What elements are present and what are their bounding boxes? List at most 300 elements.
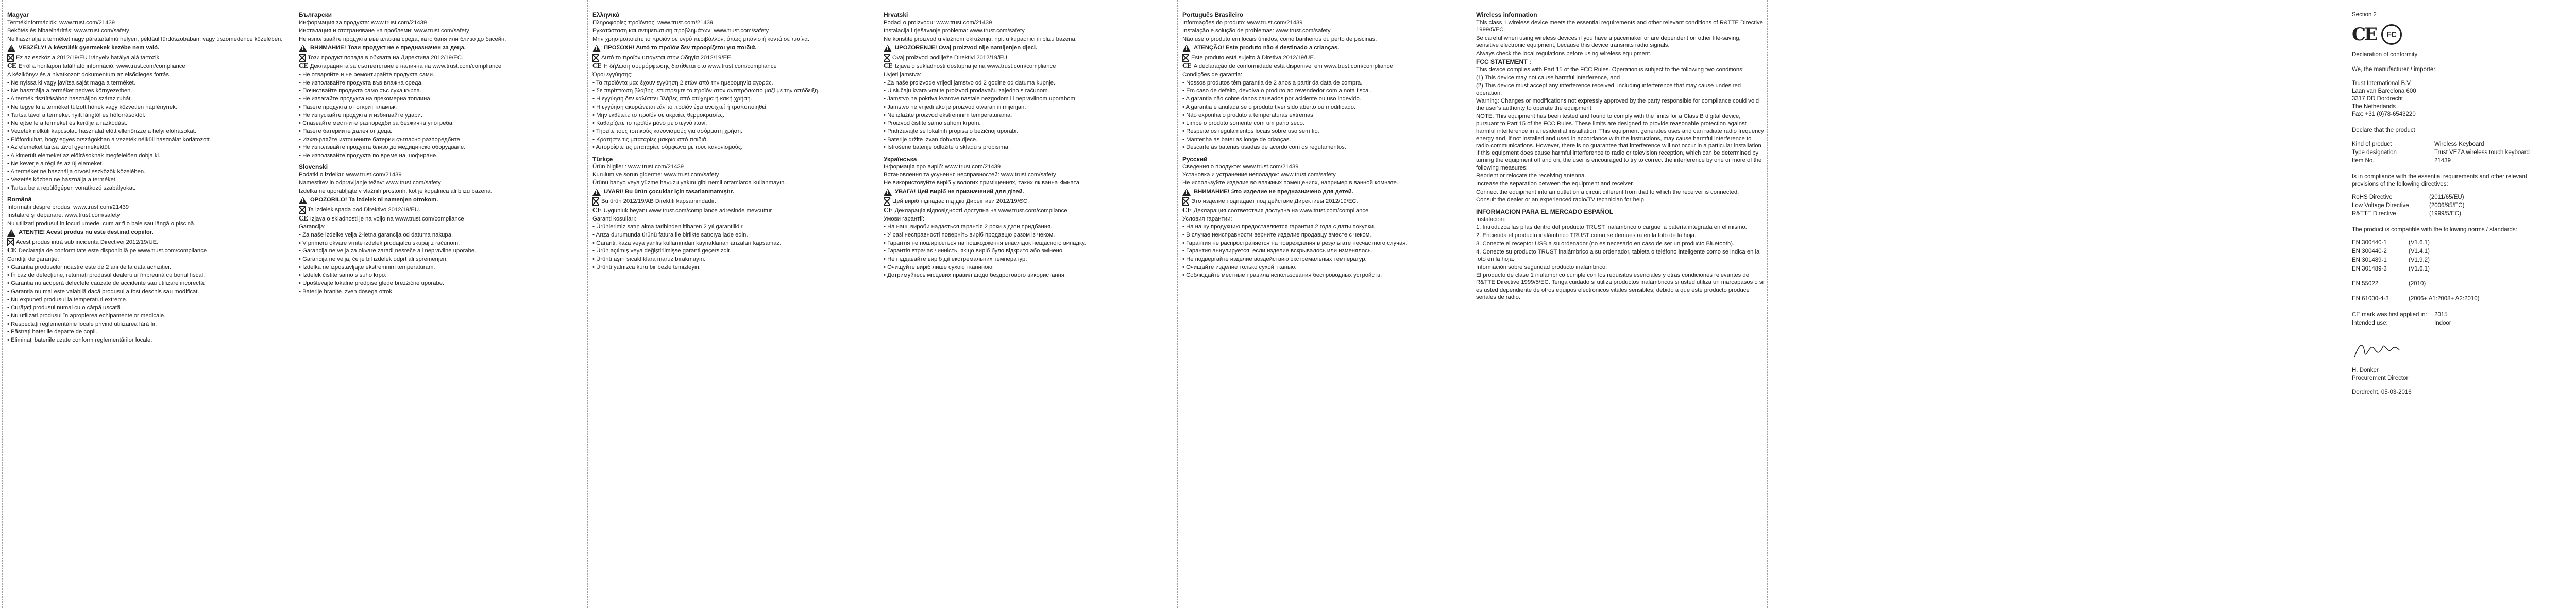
list-item: • Гарантія не поширюється на пошкодження внаслідок нещасного випадку. (884, 240, 1086, 246)
paragraph: Bekötés és hibaelhárítás: www.trust.com/safety (7, 27, 129, 34)
ce-mark-icon: CE (299, 62, 308, 70)
list-item: A kézikönyv és a hivatkozott dokumentum az elsődleges forrás. (7, 72, 171, 78)
column-5 (1182, 11, 1471, 594)
paragraph: Встановлення та усунення несправностей: www.trust.com/safety (884, 172, 1056, 178)
list-item: • Καθαρίζετε το προϊόν μόνο με στεγνό πανί. (592, 120, 707, 127)
paragraph: Не використовуйте виріб у вологих приміщеннях, таких як ванна кімната. (884, 180, 1081, 187)
warning-triangle-icon (1182, 45, 1191, 52)
paragraph: 2. Encienda el producto inalámbrico TRUST como se demuestra en la foto de la hoja. (1476, 232, 1697, 239)
section-title: Українська (884, 155, 917, 163)
ce-row (1182, 207, 1471, 214)
logo-row (2352, 24, 2548, 45)
paragraph: Ne használja a terméket nagy páratartalmú helyen, például fürdőszobában, vagy úszómedence közelében. (7, 36, 283, 42)
ce-mark-icon: CE (299, 214, 308, 222)
disposal-text: Это изделие подпадает под действие Директивы 2012/19/ЕС. (1191, 198, 1358, 205)
manufacturer-intro: We, the manufacturer / importer, (2352, 66, 2437, 73)
disposal-row (884, 54, 1172, 62)
list-item: • Не използвайте продукта във влажна среда. (299, 79, 423, 86)
list-item: • În caz de defecțiune, returnați produsul dealerului împreună cu bonul fiscal. (7, 272, 205, 279)
standard-row-value: (2010) (2409, 281, 2426, 287)
section-title: Türkçe (592, 155, 613, 163)
paragraph: Izdelka ne uporabljajte v vlažnih prostorih, kot je kopalnica ali blizu bazena. (299, 188, 493, 194)
address-line: 3317 DD Dordrecht (2352, 96, 2403, 102)
standard-row-key: EN 300440-1 (2352, 240, 2387, 246)
section-title: Português Brasileiro (1182, 11, 1244, 19)
directive-row-value: (1999/5/EC) (2429, 211, 2462, 217)
declare-line: Declare that the product (2352, 127, 2415, 133)
list-item: • Ne használja a terméket nedves környezetben. (7, 88, 132, 94)
crossed-bin-icon (592, 54, 599, 62)
ce-text: Izjava o skladnosti je na voljo na www.trust.com/compliance (310, 215, 464, 222)
list-item: • Garanția nu acoperă defectele cauzate de accidente sau utilizare incorectă. (7, 280, 206, 287)
section-title: Wireless information (1476, 11, 1537, 19)
list-item: • Izdelka ne izpostavljajte ekstremnim temperaturam. (299, 264, 435, 271)
disposal-text: Цей виріб підпадає під дію Директиви 2012/19/ЄС. (892, 198, 1029, 205)
list-item: • Em caso de defeito, devolva o produto ao revendedor com a nota fiscal. (1182, 88, 1371, 94)
list-item: • Eliminați bateriile uzate conform reglementărilor locale. (7, 337, 152, 344)
standard-row (2352, 274, 2548, 279)
warning-triangle-icon (592, 45, 601, 52)
ce-mark-icon: CE (1182, 206, 1191, 214)
warning-row (592, 44, 878, 52)
paragraph: Instalacija i rješavanje problema: www.trust.com/safety (884, 27, 1025, 34)
warning-text: ВНИМАНИЕ! Это изделие не предназначено для детей. (1194, 189, 1353, 195)
warning-triangle-icon (592, 189, 601, 196)
paragraph: Podaci o proizvodu: www.trust.com/21439 (884, 20, 992, 26)
product-row-value: Wireless Keyboard (2434, 141, 2484, 147)
product-row-value: Trust VEZA wireless touch keyboard (2434, 149, 2530, 156)
list-item: • Μην εκθέτετε το προϊόν σε ακραίες θερμοκρασίες. (592, 112, 725, 119)
signer-role: Procurement Director (2352, 375, 2409, 381)
paragraph: Інформація про виріб: www.trust.com/21439 (884, 163, 1001, 170)
list-item: • Изхвърляйте изтощените батерии съгласно разпоредбите. (299, 136, 462, 143)
directive-row-value: (2011/65/EU) (2429, 194, 2464, 200)
warning-row (299, 44, 585, 52)
ce-row (7, 62, 293, 70)
warning-triangle-icon (7, 45, 15, 52)
paragraph: Instalação e solução de problemas: www.trust.com/safety (1182, 27, 1331, 34)
list-item: Condiții de garanție: (7, 256, 59, 263)
list-item: • A garantia não cobre danos causados por acidente ou uso indevido. (1182, 96, 1361, 103)
address-line: The Netherlands (2352, 104, 2396, 110)
paragraph: 3. Conecte el receptor USB a su ordenador (no es necesario en caso de ser un producto Bluetooth). (1476, 240, 1735, 247)
list-item: • Ürünü aşırı sıcaklıklara maruz bırakmayın. (592, 256, 706, 263)
column-1 (7, 11, 293, 594)
list-item: • Za naše izdelke velja 2-letna garancija od datuma nakupa. (299, 231, 453, 238)
crossed-bin-icon (299, 54, 306, 62)
section-title: Magyar (7, 11, 29, 19)
list-item: • A terméket ne használja orvosi eszközök közelében. (7, 168, 146, 175)
warning-row (1182, 188, 1471, 196)
list-item: • Upoštevajte lokalne predpise glede brezžične uporabe. (299, 280, 445, 287)
ce-applied-row-key: Intended use: (2352, 320, 2388, 326)
product-row-key: Type designation (2352, 149, 2397, 156)
list-item: • Ürünlerimiz satın alma tarihinden itibaren 2 yıl garantilidir. (592, 224, 744, 230)
list-item: • Не използвайте продукта по време на шофиране. (299, 153, 438, 159)
list-item: • U slučaju kvara vratite proizvod prodavaču zajedno s računom. (884, 88, 1049, 94)
language-section (884, 156, 1172, 279)
ce-applied-row-value: 2015 (2434, 312, 2448, 318)
product-row-key: Kind of product (2352, 141, 2392, 147)
product-row (2352, 141, 2548, 148)
list-item: • Ne tegye ki a terméket túlzott hőnek vagy közvetlen napfénynek. (7, 104, 177, 110)
list-item: • Не піддавайте виріб дії екстремальних температур. (884, 256, 1027, 263)
address-line: Fax: +31 (0)78-6543220 (2352, 111, 2416, 117)
list-item: NOTE: This equipment has been tested and found to comply with the limits for a Class B digital device, pursuant to Part 15 of the FCC Rules. These limits are designed to provide reasonable protection against harmful interference in a residential installation. This equipment generates uses and can radiate radio frequency energy and, if not installed and used in accordance with the instructions, may cause harmful interference to radio communications. However, there is no guarantee that interference will not occur in a particular installation. If this equipment does cause harmful interference to radio or television reception, which can be determined by turning the equipment off and on, the user is encouraged to try to correct the interference by one or more of the following measures: (1476, 113, 1764, 171)
list-item: • Η εγγύηση δεν καλύπτει βλάβες από ατύχημα ή κακή χρήση. (592, 96, 752, 103)
signature-icon (2352, 337, 2401, 362)
list-item: • Tartsa távol a terméket nyílt lángtól és hőforrásoktól. (7, 112, 146, 119)
paragraph: Nu utilizați produsul în locuri umede, cum ar fi o baie sau lângă o piscină. (7, 220, 196, 227)
paragraph: This class 1 wireless device meets the essential requirements and other relevant conditions of R&TTE Directive 1999/5/EC. (1476, 20, 1763, 33)
list-item: • Limpe o produto somente com um pano seco. (1182, 120, 1304, 127)
list-item: • Za naše proizvode vrijedi jamstvo od 2 godine od datuma kupnje. (884, 79, 1056, 86)
warning-row (592, 188, 878, 196)
list-item: • Mantenha as baterias longe de crianças. (1182, 136, 1291, 143)
ce-mark-icon: CE (884, 62, 892, 70)
list-item: • A kimerült elemeket az előírásoknak megfelelően dobja ki. (7, 153, 161, 159)
list-item: Reorient or relocate the receiving antenna. (1476, 173, 1586, 179)
list-item: • Σε περίπτωση βλάβης, επιστρέψτε το προϊόν στον αντιπρόσωπο μαζί με την απόδειξη. (592, 88, 820, 94)
directive-row (2352, 194, 2548, 201)
list-item: • Garanția nu mai este valabilă dacă produsul a fost deschis sau modificat. (7, 288, 199, 295)
list-item: • Descarte as baterias usadas de acordo com os regulamentos. (1182, 144, 1346, 151)
column-3 (592, 11, 878, 594)
warning-text: ATENÇÃO! Este produto não é destinado a crianças. (1194, 44, 1340, 51)
disposal-row (299, 206, 585, 214)
list-item: This device complies with Part 15 of the FCC Rules. Operation is subject to the following two conditions: (1476, 66, 1744, 73)
list-item: Increase the separation between the equipment and receiver. (1476, 180, 1634, 187)
list-item: • Гарантия аннулируется, если изделие вскрывалось или изменялось. (1182, 248, 1372, 255)
standard-row-value: (2006+ A1:2008+ A2:2010) (2409, 296, 2480, 302)
language-section (299, 11, 585, 159)
list-item: • Proizvod čistite samo suhom krpom. (884, 120, 981, 127)
disposal-row (592, 54, 878, 62)
crossed-bin-icon (884, 54, 890, 62)
disposal-text: Bu ürün 2012/19/AB Direktifi kapsamındadır. (601, 198, 716, 205)
column-6 (1476, 11, 1765, 594)
list-item: • Очищуйте виріб лише сухою тканиною. (884, 264, 994, 271)
list-item: • Baterije držite izvan dohvata djece. (884, 136, 978, 143)
disposal-row (7, 54, 293, 62)
ce-text: Η δήλωση συμμόρφωσης διατίθεται στο www.trust.com/compliance (603, 63, 777, 70)
paragraph: Ürün bilgileri: www.trust.com/21439 (592, 163, 684, 170)
crossed-bin-icon (7, 54, 14, 62)
crossed-bin-icon (592, 197, 599, 206)
list-item: • Garancija ne velja, če je bil izdelek odprt ali spremenjen. (299, 256, 448, 263)
ce-row (884, 62, 1172, 70)
section-label: Section 2 (2352, 12, 2377, 18)
paragraph: Εγκατάσταση και αντιμετώπιση προβλημάτων: www.trust.com/safety (592, 27, 769, 34)
conformity-statement: Is in compliance with the essential requirements and other relevant provisions of the following directives: (2352, 174, 2528, 188)
crossed-bin-icon (1182, 197, 1189, 206)
declaration-title: Declaration of conformity (2352, 52, 2418, 58)
warning-text: ATENȚIE! Acest produs nu este destinat copiilor. (19, 229, 154, 235)
paragraph: Termékinformációk: www.trust.com/21439 (7, 20, 115, 26)
product-row (2352, 149, 2548, 157)
paragraph: Namestitev in odpravljanje težav: www.trust.com/safety (299, 180, 441, 187)
standard-row-value: (V1.6.1) (2409, 266, 2430, 272)
warning-text: УВАГА! Цей виріб не призначений для дітей. (895, 189, 1024, 195)
paragraph: Μην χρησιμοποιείτε το προϊόν σε υγρό περιβάλλον, όπως μπάνιο ή κοντά σε πισίνα. (592, 36, 810, 42)
list-item: • Почиствайте продукта само със суха кърпа. (299, 88, 422, 94)
language-section (1476, 208, 1765, 301)
standard-row (2352, 257, 2548, 264)
fold-line (1177, 0, 1178, 608)
list-item: • Соблюдайте местные правила использования беспроводных устройств. (1182, 272, 1382, 279)
list-item: Uvjeti jamstva: (884, 72, 922, 78)
crossed-bin-icon (884, 197, 890, 206)
list-item: • A garantia é anulada se o produto tiver sido aberto ou modificado. (1182, 104, 1356, 110)
ce-mark-icon: CE (884, 206, 892, 214)
column-2 (299, 11, 585, 594)
standard-row-key (2352, 289, 2409, 294)
directive-row (2352, 202, 2548, 210)
ce-text: A declaração de conformidade está disponível em www.trust.com/compliance (1193, 63, 1393, 70)
disposal-text: Acest produs intră sub incidența Directivei 2012/19/UE. (16, 239, 159, 245)
standard-row-key: EN 301489-3 (2352, 266, 2387, 272)
address-line: Trust International B.V. (2352, 80, 2412, 87)
list-item: Warning: Changes or modifications not expressly approved by the party responsible for compliance could void the user's authority to operate the equipment. (1476, 98, 1759, 112)
ce-text: Declarația de conformitate este disponibilă pe www.trust.com/compliance (18, 248, 207, 255)
fold-line (587, 0, 588, 608)
disposal-text: Este produto está sujeito à Diretiva 2012/19/UE. (1191, 54, 1316, 61)
list-item: • Ne ejtse le a terméket és kerülje a rázkódást. (7, 120, 128, 127)
standard-row-key (2352, 274, 2409, 279)
list-item: • Não exponha o produto a temperaturas extremas. (1182, 112, 1315, 119)
paragraph: Πληροφορίες προϊόντος: www.trust.com/21439 (592, 20, 714, 26)
directives-list (2352, 194, 2548, 218)
list-item: Условия гарантии: (1182, 215, 1232, 222)
list-item: • Дотримуйтесь місцевих правил щодо бездротового використання. (884, 272, 1066, 279)
directive-row-key: RoHS Directive (2352, 194, 2393, 200)
paragraph: Podatki o izdelku: www.trust.com/21439 (299, 172, 402, 178)
section-title: Ελληνικά (592, 11, 620, 19)
list-item: • Jamstvo ne pokriva kvarove nastale nezgodom ili nepravilnom uporabom. (884, 96, 1077, 103)
section-title: Hrvatski (884, 11, 908, 19)
list-item: • Respectați reglementările locale privind utilizarea fără fir. (7, 320, 157, 327)
standards-intro: The product is compatible with the following norms / standards: (2352, 227, 2517, 233)
warning-row (299, 196, 585, 204)
list-item: • На наші вироби надається гарантія 2 роки з дати придбання. (884, 224, 1053, 230)
ce-mark-icon: CE (592, 62, 601, 70)
list-item: • Jamstvo ne vrijedi ako je proizvod otvaran ili mijenjan. (884, 104, 1026, 110)
paragraph: Informações do produto: www.trust.com/21439 (1182, 20, 1303, 26)
language-section (1182, 156, 1471, 279)
list-item: • A termék tisztításához használjon száraz ruhát. (7, 96, 132, 103)
list-item: • Очищайте изделие только сухой тканью. (1182, 264, 1297, 271)
directive-row-key: Low Voltage Directive (2352, 202, 2409, 209)
ce-text: Декларація відповідності доступна на www.trust.com/compliance (894, 207, 1067, 214)
warning-triangle-icon (884, 45, 892, 52)
list-item: • Τηρείτε τους τοπικούς κανονισμούς για ασύρματη χρήση. (592, 128, 743, 134)
list-item: • Garancija ne velja za okvare zaradi nesreče ali nepravilne uporabe. (299, 248, 477, 255)
list-item: (2) This device must accept any interference received, including interference that may cause undesired operation. (1476, 82, 1741, 96)
list-item: • Пазете батериите далеч от деца. (299, 128, 393, 134)
ce-row (299, 62, 585, 70)
fcc-heading: FCC STATEMENT : (1476, 58, 1531, 65)
standard-row (2352, 265, 2548, 273)
list-item: • Păstrați bateriile departe de copii. (7, 329, 97, 335)
disposal-text: Този продукт попада в обхвата на Директива 2012/19/ЕС. (308, 54, 464, 61)
standard-row-value: (V1.6.1) (2409, 240, 2430, 246)
list-item: • Ne nyissa ki vagy javítsa saját maga a terméket. (7, 79, 135, 86)
list-item: • Απορρίψτε τις μπαταρίες σύμφωνα με τους κανονισμούς. (592, 144, 743, 151)
signer-name: H. Donker (2352, 367, 2379, 374)
paragraph: Инсталация и отстраняване на проблеми: www.trust.com/safety (299, 27, 469, 34)
list-item: • В случае неисправности верните изделие продавцу вместе с чеком. (1182, 231, 1371, 238)
warning-text: UPOZORENJE! Ovaj proizvod nije namijenjen djeci. (895, 44, 1038, 51)
address-line: Laan van Barcelona 600 (2352, 88, 2416, 94)
ce-applied-row-key: CE mark was first applied in: (2352, 312, 2427, 318)
paragraph: Не используйте изделие во влажных помещениях, например в ванной комнате. (1182, 180, 1398, 187)
list-item: • Curățați produsul numai cu o cârpă uscată. (7, 305, 122, 311)
list-item: • Arıza durumunda ürünü fatura ile birlikte satıcıya iade edin. (592, 231, 748, 238)
disposal-row (299, 54, 585, 62)
standard-row-key: EN 61000-4-3 (2352, 296, 2389, 302)
list-item: • Η εγγύηση ακυρώνεται εάν το προϊόν έχει ανοιχτεί ή τροποποιηθεί. (592, 104, 768, 110)
list-item: (1) This device may not cause harmful interference, and (1476, 74, 1620, 81)
list-item: • Не подвергайте изделие воздействию экстремальных температур. (1182, 256, 1367, 263)
crossed-bin-icon (299, 206, 306, 214)
section-title: Română (7, 196, 32, 204)
product-row-value: 21439 (2434, 158, 2451, 164)
column-4 (884, 11, 1172, 594)
language-section (1182, 11, 1471, 151)
ce-applied-row (2352, 319, 2548, 327)
disposal-text: Ez az eszköz a 2012/19/EU irányelv hatálya alá tartozik. (16, 54, 161, 61)
warning-text: UYARI! Bu ürün çocuklar için tasarlanmamıştır. (604, 189, 734, 195)
warning-triangle-icon (7, 229, 15, 237)
ce-mark-icon: CE (2352, 24, 2376, 45)
list-item: • Κρατήστε τις μπαταρίες μακριά από παιδιά. (592, 136, 708, 143)
list-item: • Nu expuneți produsul la temperaturi extreme. (7, 296, 128, 303)
disposal-row (884, 197, 1172, 206)
disposal-text: Αυτό το προϊόν υπάγεται στην Οδηγία 2012/19/ΕΕ. (601, 54, 733, 61)
product-row (2352, 157, 2548, 165)
list-item: • Nossos produtos têm garantia de 2 anos a partir da data de compra. (1182, 79, 1363, 86)
standard-row (2352, 289, 2548, 294)
ce-mark-icon: CE (7, 62, 16, 70)
list-item: Όροι εγγύησης: (592, 72, 633, 78)
ce-mark-icon: CE (592, 206, 601, 214)
list-item: • Tartsa be a repülőgépen vonatkozó szabályokat. (7, 184, 136, 191)
disposal-text: Ta izdelek spada pod Direktivo 2012/19/EU. (308, 207, 421, 213)
directive-row (2352, 210, 2548, 218)
disposal-row (7, 238, 293, 246)
ce-row (592, 62, 878, 70)
fcc-logo-icon: FC (2381, 24, 2402, 45)
standard-row-key: EN 55022 (2352, 281, 2379, 287)
paragraph: 4. Conecte su producto TRUST inalámbrico a su ordenador, tableta o teléfono inteligente como se indica en la foto en la hoja. (1476, 248, 1760, 262)
section-title: Български (299, 11, 332, 19)
paragraph: 1. Introduzca las pilas dentro del producto TRUST inalámbrico o cargue la batería integrada en el mismo. (1476, 224, 1747, 231)
list-item: • Не изпускайте продукта и избягвайте удари. (299, 112, 423, 119)
ce-text: Декларация соответствия доступна на www.trust.com/compliance (1193, 207, 1369, 214)
ce-applied-row-value: Indoor (2434, 320, 2451, 326)
warning-triangle-icon (884, 189, 892, 196)
paragraph: Не използвайте продукта във влажна среда, като баня или близо до басейн. (299, 36, 506, 42)
list-item: • Vezetés közben ne használja a terméket. (7, 177, 117, 183)
disposal-text: Ovaj proizvod podliježe Direktivi 2012/19/EU. (892, 54, 1009, 61)
warning-row (884, 188, 1172, 196)
crossed-bin-icon (7, 238, 14, 246)
list-item: • Ne keverje a régi és az új elemeket. (7, 160, 104, 167)
list-item: • Nu utilizați produsul în apropierea echipamentelor medicale. (7, 313, 166, 319)
language-section (884, 11, 1172, 151)
product-details (2352, 141, 2548, 165)
warning-row (7, 229, 293, 237)
paragraph: Información sobre seguridad producto inalámbrico: (1476, 264, 1607, 271)
list-item: Connect the equipment into an outlet on a circuit different from that to which the receiver is connected. (1476, 189, 1739, 195)
standard-row (2352, 295, 2548, 303)
ce-row (7, 247, 293, 255)
list-item: • Не излагайте продукта на прекомерна топлина. (299, 96, 432, 103)
list-item: Garanti koşulları: (592, 215, 637, 222)
disposal-row (1182, 54, 1471, 62)
list-item: Condições de garantia: (1182, 72, 1243, 78)
ce-row (592, 207, 878, 214)
warning-text: ВНИМАНИЕ! Този продукт не е предназначен за деца. (310, 44, 466, 51)
paragraph: Be careful when using wireless devices if you have a pacemaker or are dependent on other life-saving, sensitive electronic equipment, because this device transmits radio signals. (1476, 35, 1741, 49)
list-item: • Baterije hranite izven dosega otrok. (299, 288, 394, 295)
standard-row-key: EN 301489-1 (2352, 257, 2387, 263)
list-item: • V primeru okvare vrnite izdelek prodajalcu skupaj z računom. (299, 240, 460, 246)
language-section (592, 156, 878, 271)
warning-text: VESZÉLY! A készülék gyermekek kezébe nem való. (19, 44, 160, 51)
language-section (299, 163, 585, 295)
list-item: • Ürünü yalnızca kuru bir bezle temizleyin. (592, 264, 701, 271)
list-item: • Спазвайте местните разпоредби за безжична употреба. (299, 120, 454, 127)
ce-row (299, 215, 585, 223)
standard-row-value: (V1.4.1) (2409, 248, 2430, 255)
paragraph: Instalare și depanare: www.trust.com/safety (7, 212, 120, 218)
ce-text: Декларацията за съответствие е налична на www.trust.com/compliance (310, 63, 502, 70)
fold-line (2, 0, 3, 608)
list-item: • Pridržavajte se lokalnih propisa o bežičnoj uporabi. (884, 128, 1019, 134)
warning-text: OPOZORILO! Ta izdelek ni namenjen otrokom. (310, 197, 438, 204)
list-item: • Garanti, kaza veya yanlış kullanımdan kaynaklanan arızaları kapsamaz. (592, 240, 782, 246)
paragraph: Não use o produto em locais úmidos, como banheiros ou perto de piscinas. (1182, 36, 1377, 42)
language-section (7, 196, 293, 344)
list-item: • На нашу продукцию предоставляется гарантия 2 года с даты покупки. (1182, 224, 1376, 230)
standard-row (2352, 239, 2548, 247)
list-item: • Vezeték nélküli kapcsolat: használat előtt ellenőrizze a helyi előírásokat. (7, 128, 196, 134)
standard-row (2352, 280, 2548, 288)
warning-triangle-icon (299, 45, 307, 52)
list-item: • У разі несправності поверніть виріб продавцю разом із чеком. (884, 231, 1055, 238)
directive-row-key: R&TTE Directive (2352, 211, 2396, 217)
declaration-panel (2352, 11, 2548, 396)
warning-triangle-icon (299, 197, 307, 204)
warning-triangle-icon (1182, 189, 1191, 196)
ce-text: Izjava o sukladnosti dostupna je na www.trust.com/compliance (894, 63, 1056, 70)
paragraph: Informații despre produs: www.trust.com/21439 (7, 204, 129, 211)
paragraph: El producto de clase 1 inalámbrico cumple con los requisitos esenciales y otras condiciones relevantes de R&TTE Directive 1999/5/EC. Tenga cuidado si utiliza productos inalámbricos si usted utiliza un marcapasos o si es usted dependiente de otros equipos electrónicos vitales sensibles, debido a que este producto produce señales de radio. (1476, 272, 1764, 300)
ce-text: Erről a honlapon található információ: www.trust.com/compliance (18, 63, 185, 70)
section-title: Slovenski (299, 163, 328, 171)
standard-row (2352, 248, 2548, 256)
disposal-row (1182, 197, 1471, 206)
list-item: • Garanția produselor noastre este de 2 ani de la data achiziției. (7, 264, 171, 271)
language-section (1476, 11, 1765, 204)
product-row-key: Item No. (2352, 158, 2375, 164)
manufacturer-address (2352, 80, 2548, 119)
list-item: • Гарантия не распространяется на повреждения в результате несчастного случая. (1182, 240, 1408, 246)
paragraph: Информация за продукта: www.trust.com/21439 (299, 20, 427, 26)
language-section (592, 11, 878, 151)
standards-list (2352, 239, 2548, 303)
